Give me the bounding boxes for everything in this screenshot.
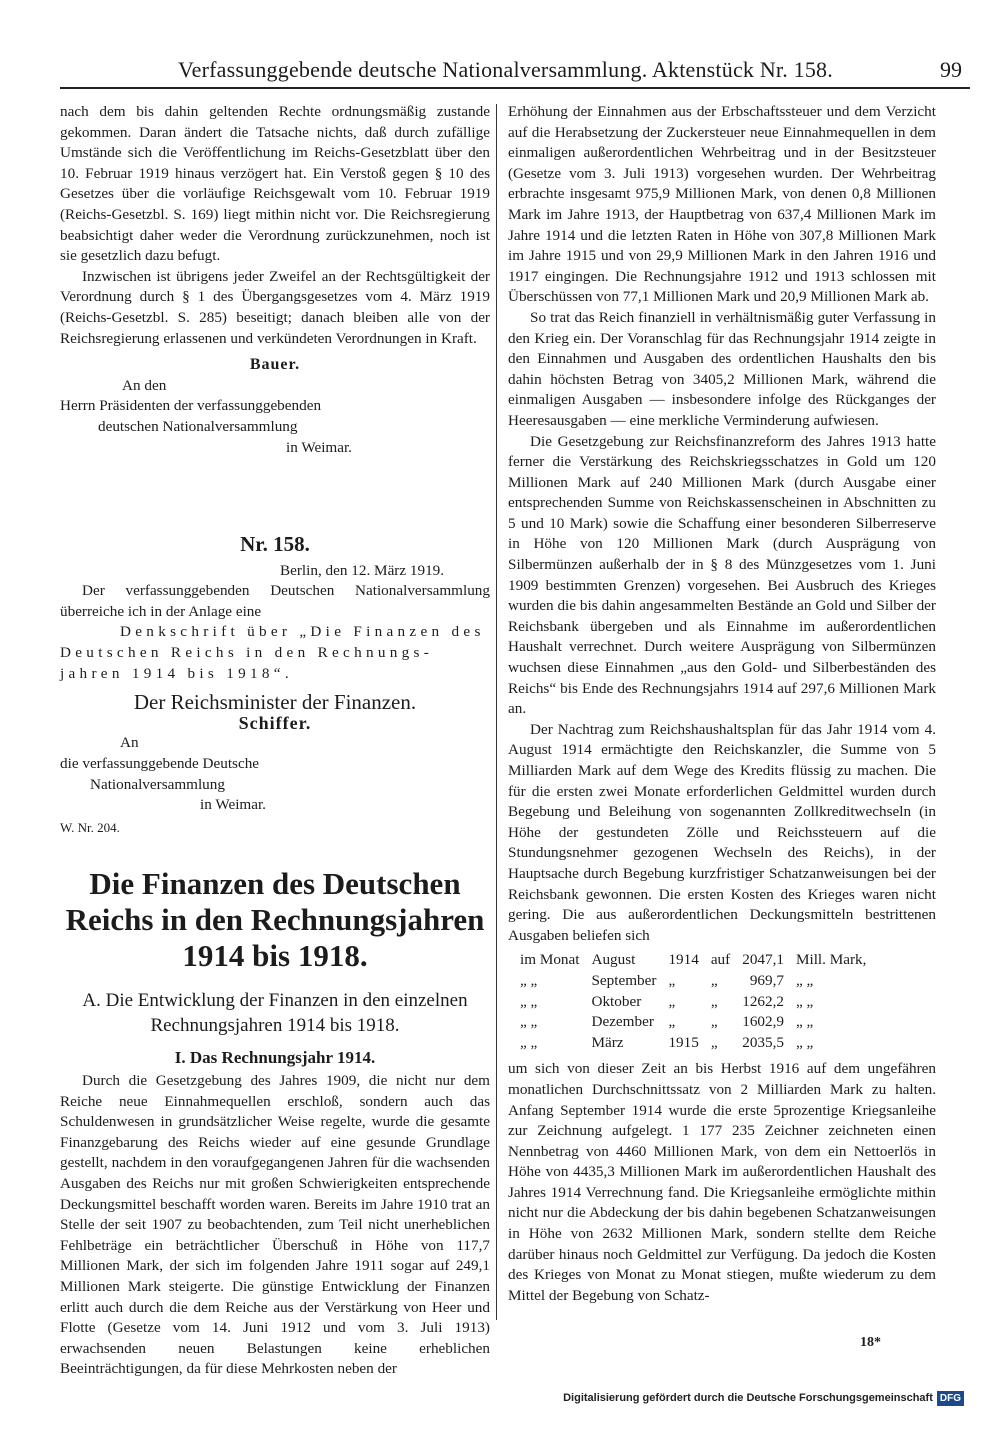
paragraph: Die Gesetzgebung zur Reichsfinanzreform des Jahres 1913 hatte ferner die Verstärkung des Reichskriegsschatzes in Gold um 120 Millionen Mark auf 240 Millionen Mark (durch Ausgabe einer entsprechenden Summe von Reichskassenscheinen in Abschnitten zu 5 und 10 Mark) sowie die Schaffung einer besonderen Silberreserve in Höhe von 120 Millionen Mark (durch Ausprägung von Silbermünzen außerhalb der in § 8 des Münzgesetzes vom 1. Juni 1909 bestimmten Grenzen) vorgesehen. Bei Ausbruch des Krieges wurden die bis dahin angesammelten Bestände an Gold und Silber der Reichsbank übergeben und als Einnahme im außerordentlichen Haushalt verrechnet. Durch weitere Ausprägung von Silbermünzen wuchsen diese Einnahmen „aus den Gold- und Silberbeständen des Reichs“ bis Ende des Rechnungsjahrs 1914 auf 297,6 Millionen Mark an. <box>508 432 936 718</box>
table-cell: 1262,2 <box>742 992 784 1010</box>
sheet-signature: 18* <box>860 1335 881 1350</box>
section-heading-i: I. Das Rechnungsjahr 1914. <box>174 1048 376 1068</box>
table-cell: August <box>591 951 636 969</box>
denkschrift-line: Deutschen Reichs in den Rechnungs- <box>60 644 434 662</box>
header-rule <box>60 87 970 89</box>
document-number: Nr. 158. <box>240 532 310 557</box>
table-cell: Dezember <box>591 1013 654 1031</box>
table-cell: „ „ <box>520 1033 538 1051</box>
table-cell: 2035,5 <box>742 1033 784 1051</box>
table-row <box>514 950 872 971</box>
table-row <box>514 1012 872 1033</box>
paragraph: So trat das Reich finanziell in verhältnismäßig guter Verfassung in den Krieg ein. Der Voranschlag für das Rechnungsjahr 1914 zeigte in den Einnahmen und Ausgaben des ordentlichen Haushalts den bis dahin höchsten Betrag von 3405,2 Millionen Mark, während die einmaligen Ausgaben — insbesondere infolge des Rückganges der Heeresausgaben — eine merkliche Verminderung aufwiesen. <box>508 308 936 429</box>
table-cell: 2047,1 <box>742 951 784 969</box>
address-line: in Weimar. <box>200 796 266 814</box>
table-cell: „ „ <box>795 1013 814 1031</box>
table-cell: 1914 <box>668 951 699 969</box>
minister-title: Der Reichsminister der Finanzen. <box>133 690 417 715</box>
dfg-logo-icon: DFG <box>937 1391 964 1406</box>
table-row <box>514 992 872 1013</box>
table-cell: September <box>591 971 657 989</box>
table-cell: Mill. Mark, <box>795 951 867 969</box>
denkschrift-line: Denkschrift über „Die Finanzen des <box>120 623 485 641</box>
table-cell: März <box>591 1033 624 1051</box>
address-line: Herrn Präsidenten der verfassunggebenden <box>60 397 322 415</box>
table-cell: Oktober <box>591 992 642 1010</box>
table-cell: „ „ <box>520 1013 538 1031</box>
table-cell: „ <box>668 992 676 1010</box>
table-cell: „ „ <box>520 971 538 989</box>
address-block-2 <box>60 733 490 815</box>
table-row <box>514 1033 872 1054</box>
paragraph: nach dem bis dahin geltenden Rechte ordnungsmäßig zustande gekommen. Daran ändert die Tatsache nichts, daß durch zufällige Umstände sich die Veröffentlichung im Reichs-Gesetzblatt über den 10. Februar 1919 hinaus verzögert hat. Ein Verstoß gegen § 10 des Gesetzes über die vorläufige Reichsgewalt vom 10. Februar 1919 (Reichs-Gesetzbl. S. 169) liegt mithin nicht vor. Die Reichsregierung beabsichtigt daher weder die Verordnung zurückzunehmen, noch ist sie gesetzlich dazu befugt. <box>60 103 490 265</box>
monthly-expenses-table <box>514 950 872 1053</box>
address-line: in Weimar. <box>286 438 352 456</box>
reference-number: W. Nr. 204. <box>60 819 120 835</box>
paragraph: Durch die Gesetzgebung des Jahres 1909, die nicht nur dem Reiche neue Einnahmequellen erschloß, sondern auch das Schuldenwesen in grundsätzlicher Weise regelte, wurde die gesamte Finanzgebarung des Reichs wieder auf eine gesunde Grundlage gestellt, nachdem in den voraufgegangenen Jahren für die wachsenden Ausgaben des Reichs nur mit großen Schwierigkeiten entsprechende Deckungsmittel beschafft worden waren. Bereits im Jahre 1910 trat an Stelle der seit 1907 zu beobachtenden, zum Teil nicht unerheblichen Fehlbeträge ein beträchtlicher Überschuß in Höhe von 117,7 Millionen Mark, der sich im folgenden Jahre 1911 sogar auf 249,1 Millionen Mark steigerte. Die günstige Entwicklung der Finanzen erlitt auch durch die dem Reiche aus der Verstärkung von Heer und Flotte (Gesetze vom 14. Juni 1912 und vom 3. Juli 1913) erwachsenden neuen Belastungen keine erheblichen Beeinträchtigungen, da für diese Mehrkosten neben der <box>60 1072 490 1378</box>
table-row <box>514 971 872 992</box>
right-column <box>508 102 936 1306</box>
page-number: 99 <box>940 57 962 82</box>
table-cell: „ <box>668 1013 676 1031</box>
paragraph: Der Nachtrag zum Reichshaushaltsplan für das Jahr 1914 vom 4. August 1914 ermächtigte den Reichskanzler, die Summe von 5 Milliarden Mark auf dem Wege des Kredits flüssig zu machen. Die für die ersten zwei Monate erforderlichen Geldmittel wurden durch Begebung und Beleihung von sogenannten Zollkreditwechseln (in Höhe der gestundeten Zölle und Reichssteuern auf die Stundungsnehmer gezogenen Wechseln des Reichs), in der Hauptsache durch Begebung kurzfristiger Schatzanweisungen bei der Reichsbank gewonnen. Die ersten Kosten des Krieges waren nicht gering. Die aus außerordentlichen Deckungsmitteln bestrittenen Ausgaben beliefen sich <box>508 720 936 944</box>
table-cell: 1602,9 <box>742 1013 784 1031</box>
table-cell: „ <box>710 1033 718 1051</box>
left-column <box>60 102 490 1380</box>
date-line: Berlin, den 12. März 1919. <box>280 561 445 579</box>
page-header <box>60 55 970 85</box>
address-line: deutschen Nationalversammlung <box>98 417 298 435</box>
table-cell: „ „ <box>795 1033 814 1051</box>
table-cell: „ <box>710 1013 718 1031</box>
paragraph: Der verfassunggebenden Deutschen Nationalversammlung überreiche ich in der Anlage eine <box>60 582 490 620</box>
section-heading-a: A. Die Entwicklung der Finanzen in den einzelnen Rechnungsjahren 1914 bis 1918. <box>82 990 468 1037</box>
paragraph: Erhöhung der Einnahmen aus der Erbschaftssteuer und dem Verzicht auf die Herabsetzung der Zuckersteuer neue Einnahmequellen in dem einmaligen außerordentlichen Wehrbeitrag und in der Besitzsteuer (Gesetze vom 3. Juli 1913) vorgesehen wurden. Der Wehrbeitrag erbrachte insgesamt 975,9 Millionen Mark, von denen 0,8 Millionen Mark im Jahre 1913, der Hauptbetrag von 637,4 Millionen Mark im Jahre 1914 und die letzten Raten in Höhe von 307,8 Millionen Mark im Jahre 1915 und von 29,9 Millionen Mark in den Jahren 1916 und 1917 eingingen. Die Rechnungsjahre 1912 und 1913 schlossen mit Überschüssen von 77,1 Millionen Mark und 20,9 Millionen Mark ab. <box>508 103 936 306</box>
table-cell: „ <box>710 971 718 989</box>
table-cell: „ „ <box>795 992 814 1010</box>
main-title: Die Finanzen des Deutschen Reichs in den Rechnungsjahren 1914 bis 1918. <box>65 866 485 974</box>
address-line: An <box>120 734 139 752</box>
footer <box>563 1388 964 1408</box>
table-cell: 1915 <box>668 1033 699 1051</box>
spacer <box>60 458 490 520</box>
table-cell: „ <box>668 971 676 989</box>
address-line: An den <box>122 376 167 394</box>
paragraph: Inzwischen ist übrigens jeder Zweifel an der Rechtsgültigkeit der Verordnung durch § 1 des Übergangsgesetzes vom 4. März 1919 (Reichs-Gesetzbl. S. 285) beseitigt; danach bleiben alle von der Reichsregierung erlassenen und verkündeten Verordnungen in Kraft. <box>60 267 490 347</box>
address-line: die verfassunggebende Deutsche <box>60 755 260 773</box>
address-block <box>60 376 490 458</box>
footer-credit: Digitalisierung gefördert durch die Deutsche Forschungsgemeinschaft <box>563 1392 933 1404</box>
signature-schiffer: Schiffer. <box>238 712 312 733</box>
table-cell: 969,7 <box>749 971 784 989</box>
table-cell: auf <box>710 951 731 969</box>
column-divider <box>496 104 497 1320</box>
running-title: Verfassunggebende deutsche Nationalversammlung. Aktenstück Nr. 158. <box>178 57 833 82</box>
table-cell: im Monat <box>520 951 580 969</box>
denkschrift-line: jahren 1914 bis 1918“. <box>60 664 293 682</box>
address-line: Nationalversammlung <box>90 775 225 793</box>
table-cell: „ <box>710 992 718 1010</box>
table-cell: „ „ <box>520 992 538 1010</box>
signature-bauer: Bauer. <box>249 356 301 374</box>
table-cell: „ „ <box>795 971 814 989</box>
paragraph: um sich von dieser Zeit an bis Herbst 1916 auf dem ungefähren monatlichen Durchschnittssatz von 2 Milliarden Mark zu halten. Anfang September 1914 wurde die erste 5prozentige Kriegsanleihe zur Zeichnung aufgelegt. 1 177 235 Zeichner zeichneten einen Nennbetrag von 4460 Millionen Mark, von dem ein Nettoerlös in Höhe von 4435,3 Millionen Mark im außerordentlichen Haushalt des Jahres 1914 Verrechnung fand. Die Kriegsanleihe ermöglichte mithin nicht nur die Abdeckung der bis dahin begebenen Schatzanweisungen in Höhe von 2632 Millionen Mark, sondern stellte dem Reiche darüber hinaus noch Geldmittel zur Verfügung. Da jedoch die Kosten des Krieges von Monat zu Monat stiegen, mußte wiederum zu dem Mittel der Begebung von Schatz- <box>508 1060 936 1304</box>
